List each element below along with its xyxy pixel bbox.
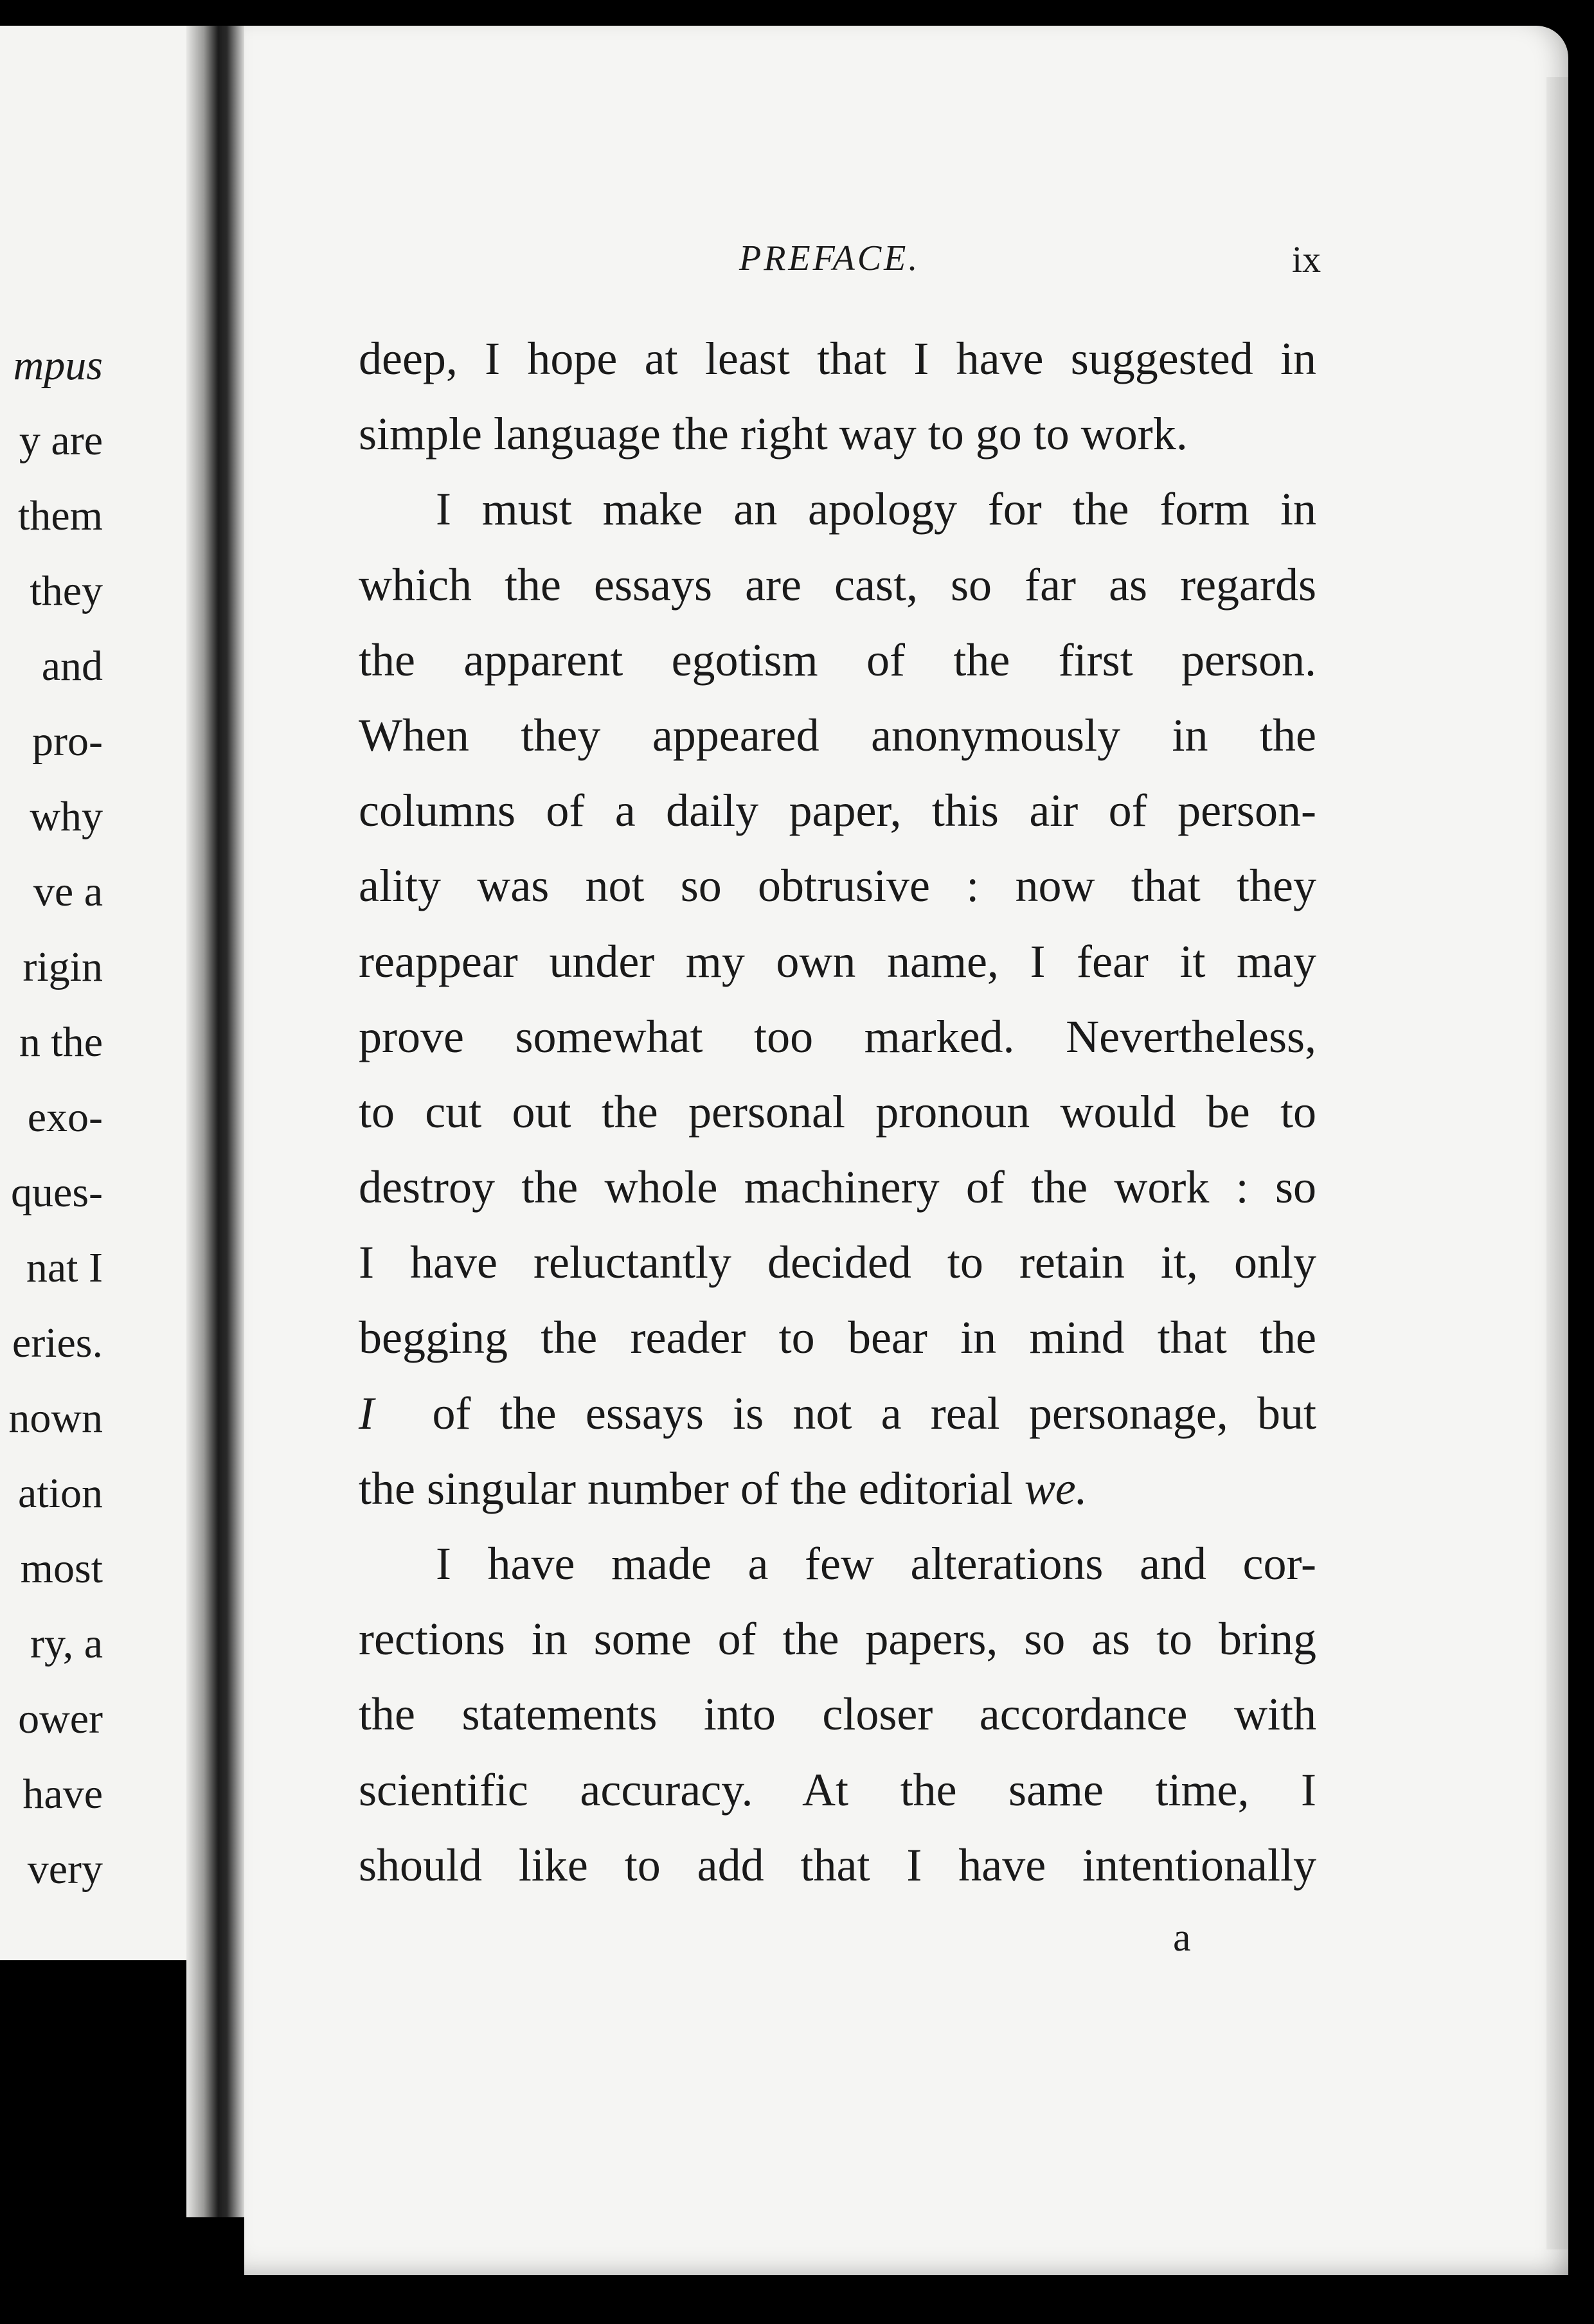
running-head (244, 238, 1337, 296)
text-line: most (20, 1545, 103, 1592)
text-line: they (30, 568, 103, 614)
paragraph-start-line: I have made a few alterations and cor- (436, 1538, 1316, 1589)
text-line: rigin (22, 943, 103, 990)
text-line: ry, a (30, 1620, 103, 1667)
text-line: columns of a daily paper, this air of person- (359, 785, 1316, 837)
text-line: why (30, 793, 103, 840)
text-line: I have reluctantly decided to retain it, only (359, 1237, 1316, 1289)
previous-page-text (0, 328, 103, 1907)
text-line: nown (8, 1395, 103, 1442)
running-title: PREFACE. (739, 238, 920, 278)
page-number: ix (1292, 238, 1321, 280)
text-line-with-italic-I (359, 1376, 1316, 1451)
text-line: mpus (13, 342, 103, 389)
text-line-rest: of the essays is not a real personage, but (432, 1387, 1316, 1439)
text-line: ques- (11, 1169, 103, 1216)
text-line: scientific accuracy. At the same time, I (359, 1764, 1316, 1816)
text-line: the apparent egotism of the first person. (359, 634, 1316, 686)
text-line: ation (18, 1470, 103, 1517)
text-line: ality was not so obtrusive : now that they (359, 860, 1316, 912)
text-line: destroy the whole machinery of the work : so (359, 1161, 1316, 1213)
body-text (359, 321, 1316, 1903)
signature-mark: a (1173, 1916, 1191, 1960)
text-line-with-italic-we (359, 1451, 1316, 1526)
text-line: exo- (27, 1094, 103, 1141)
book-gutter (186, 26, 244, 2217)
text-line: ve a (33, 868, 103, 915)
text-line: ower (18, 1695, 103, 1742)
text-line: reappear under my own name, I fear it may (359, 935, 1316, 987)
text-line: very (27, 1846, 103, 1893)
text-line: nat I (26, 1244, 103, 1291)
text-line: should like to add that I have intentionally (359, 1839, 1316, 1891)
text-line: rections in some of the papers, so as to bring (359, 1613, 1316, 1665)
text-line: n the (19, 1019, 103, 1066)
text-line: simple language the right way to go to work. (359, 408, 1188, 460)
text-line-rest: the singular number of the editorial (359, 1462, 1013, 1514)
text-line: have (22, 1771, 103, 1818)
text-line: to cut out the personal pronoun would be to (359, 1086, 1316, 1138)
paragraph-start-line: I must make an apology for the form in (436, 483, 1316, 535)
text-line: eries. (12, 1319, 103, 1366)
page-edge (1546, 77, 1568, 2249)
text-line: and (41, 643, 103, 690)
text-line: deep, I hope at least that I have suggested in (359, 333, 1316, 384)
text-line: begging the reader to bear in mind that the (359, 1312, 1316, 1364)
italic-we: we. (1024, 1462, 1088, 1514)
text-line: which the essays are cast, so far as regards (359, 559, 1316, 611)
italic-pronoun: I (359, 1387, 374, 1439)
text-line: them (18, 492, 103, 539)
text-line: pro- (32, 718, 103, 765)
text-line: y are (19, 417, 103, 464)
text-line: When they appeared anonymously in the (359, 709, 1316, 761)
text-line: prove somewhat too marked. Nevertheless, (359, 1010, 1316, 1062)
text-line: the statements into closer accordance with (359, 1688, 1316, 1740)
